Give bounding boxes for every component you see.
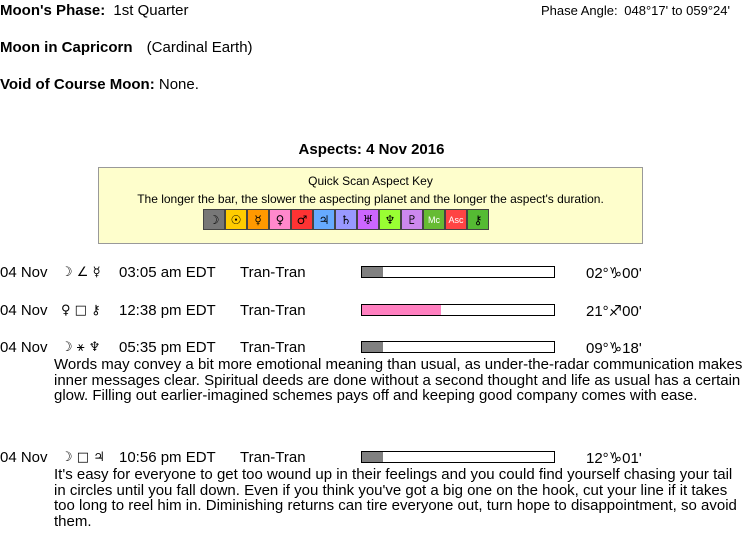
aspect-description: Words may convey a bit more emotional meaning than usual, as under-the-radar communication makes inner messages clear. Spiritual deeds are done without a second thought and life as usual has a certain glow. Filling out earlier-imagined schemes pays off and keeping good company comes with ease. [54,356,743,404]
pluto-key-icon: ♇ [401,209,423,230]
sun-key-icon: ☉ [225,209,247,230]
aspect-position: 21°♐00' [586,303,642,320]
aspect-time: 05:35 pm EDT [119,339,216,356]
aspect-glyphs: ☽ ⚹ ♆ [61,340,101,355]
aspect-date: 04 Nov [0,339,48,356]
aspects-title: Aspects: 4 Nov 2016 [298,141,445,158]
saturn-key-icon: ♄ [335,209,357,230]
aspect-glyphs: ♀ □ ⚷ [61,303,101,318]
uranus-key-icon: ♅ [357,209,379,230]
mars-key-icon: ♂ [291,209,313,230]
moon-phase-value: 1st Quarter [113,2,189,19]
aspect-date: 04 Nov [0,449,48,466]
aspect-type: Tran-Tran [240,264,306,281]
key-description: The longer the bar, the slower the aspecting planet and the longer the aspect's duration. [137,192,604,206]
aspect-time: 10:56 pm EDT [119,449,216,466]
aspect-type: Tran-Tran [240,339,306,356]
aspect-duration-bar [361,266,555,278]
venus-key-icon: ♀ [269,209,291,230]
aspect-duration-bar [361,341,555,353]
moon-phase-line [0,2,188,19]
aspect-duration-bar [361,304,555,316]
moon-key-icon: ☽ [203,209,225,230]
aspect-duration-bar-fill [362,452,383,462]
moon-sign-label: Moon in Capricorn [0,39,133,56]
moon-sign-detail: (Cardinal Earth) [146,39,253,56]
quick-scan-aspect-key [98,167,643,244]
aspect-duration-bar [361,451,555,463]
aspect-duration-bar-fill [362,305,441,315]
aspect-position: 09°♑18' [586,340,642,357]
aspect-position: 12°♑01' [586,450,642,467]
ascendant-key-icon: Asc [445,209,467,230]
void-of-course-line [0,76,199,93]
aspect-duration-bar-fill [362,342,383,352]
aspect-date: 04 Nov [0,302,48,319]
aspect-position: 02°♑00' [586,265,642,282]
aspect-time: 12:38 pm EDT [119,302,216,319]
aspect-glyphs: ☽ □ ♃ [61,450,105,465]
mercury-key-icon: ☿ [247,209,269,230]
phase-angle-label: Phase Angle: [541,3,618,18]
chiron-key-icon: ⚷ [467,209,489,230]
void-value: None. [158,76,199,93]
aspect-time: 03:05 am EDT [119,264,216,281]
aspect-type: Tran-Tran [240,449,306,466]
phase-angle-value: 048°17' to 059°24' [624,3,730,18]
aspect-date: 04 Nov [0,264,48,281]
aspect-duration-bar-fill [362,267,383,277]
moon-sign-line [0,39,253,56]
void-label: Void of Course Moon: [0,76,155,93]
planet-key-icons [203,209,489,230]
aspect-glyphs: ☽ ∠ ☿ [61,265,101,280]
neptune-key-icon: ♆ [379,209,401,230]
midheaven-key-icon: Mc [423,209,445,230]
aspect-description: It's easy for everyone to get too wound up in their feelings and you could find yourself chasing your tail in circles until you fall down. Even if you think you've got a big one on the hook, cut your line if it takes too long to reel him in. Diminishing returns can tire everyone out, turn hope to disappointment, so avoid them. [54,466,737,530]
aspect-type: Tran-Tran [240,302,306,319]
jupiter-key-icon: ♃ [313,209,335,230]
moon-phase-label: Moon's Phase: [0,2,106,19]
key-title: Quick Scan Aspect Key [308,174,433,188]
phase-angle-line [541,3,730,18]
